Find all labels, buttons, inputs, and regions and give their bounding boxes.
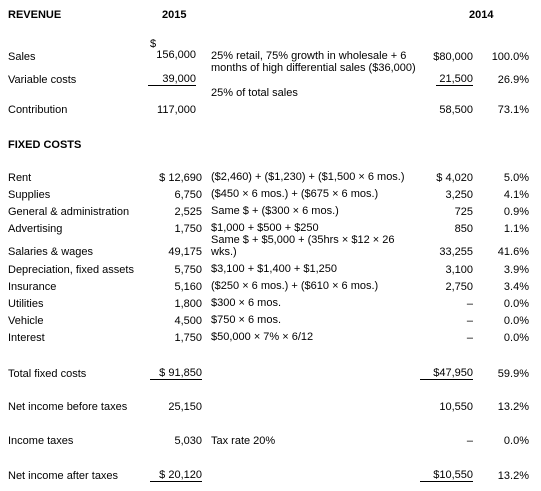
fixed-item-2014: 3,100 — [445, 264, 473, 276]
fixed-costs-heading: FIXED COSTS — [8, 139, 82, 151]
fixed-item-percent: 0.0% — [503, 315, 529, 327]
fixed-item-percent: 3.9% — [503, 264, 529, 276]
sales-note-line-2: months of high differential sales ($36,000) — [211, 62, 416, 74]
fixed-item-2014: 3,250 — [445, 189, 473, 201]
variable-costs-2015: 39,000 — [148, 74, 196, 86]
fixed-item-label: Salaries & wages — [8, 246, 93, 258]
fixed-item-percent: 0.9% — [503, 206, 529, 218]
fixed-item-2014: – — [466, 298, 473, 310]
sales-percent: 100.0% — [491, 51, 529, 63]
sales-note-line-1: 25% retail, 75% growth in wholesale + 6 — [211, 50, 407, 62]
fixed-item-label: Advertising — [8, 223, 63, 235]
fixed-item-2015: 5,160 — [174, 281, 202, 293]
fixed-item-label: Depreciation, fixed assets — [8, 264, 134, 276]
fixed-item-note: wks.) — [211, 246, 237, 258]
fixed-item-label: Rent — [8, 172, 32, 184]
fixed-item-note: Same $ + $5,000 + (35hrs × $12 × 26 — [211, 234, 395, 246]
net-income-before-taxes-label: Net income before taxes — [8, 401, 128, 413]
fixed-item-label: Insurance — [8, 281, 57, 293]
fixed-item-2015: 2,525 — [174, 206, 202, 218]
net-income-after-taxes-percent: 13.2% — [497, 470, 529, 482]
fixed-item-label: Vehicle — [8, 315, 44, 327]
fixed-item-2015: 1,750 — [174, 223, 202, 235]
variable-costs-percent: 26.9% — [497, 74, 529, 86]
fixed-item-percent: 3.4% — [503, 281, 529, 293]
year-2015-heading: 2015 — [162, 9, 187, 21]
contribution-percent: 73.1% — [497, 104, 529, 116]
fixed-item-note: Same $ + ($300 × 6 mos.) — [211, 205, 339, 217]
fixed-item-label: Supplies — [8, 189, 51, 201]
fixed-item-label: Interest — [8, 332, 45, 344]
fixed-item-2015: 4,500 — [174, 315, 202, 327]
fixed-item-label: General & administration — [8, 206, 130, 218]
total-fixed-costs-2014: $47,950 — [420, 368, 473, 380]
fixed-item-2015: 1,800 — [174, 298, 202, 310]
fixed-item-note: $3,100 + $1,400 + $1,250 — [211, 263, 338, 275]
fixed-item-2015: 6,750 — [174, 189, 202, 201]
fixed-item-note: $50,000 × 7% × 6/12 — [211, 331, 314, 343]
fixed-item-2014: 725 — [454, 206, 473, 218]
net-income-before-taxes-percent: 13.2% — [497, 401, 529, 413]
fixed-item-2014: $ 4,020 — [436, 172, 473, 184]
fixed-item-2014: – — [466, 332, 473, 344]
sales-2014: $80,000 — [433, 51, 473, 63]
net-income-before-taxes-2014: 10,550 — [439, 401, 473, 413]
fixed-item-note: ($450 × 6 mos.) + ($675 × 6 mos.) — [211, 188, 379, 200]
sales-currency: $ — [150, 38, 157, 50]
fixed-item-2015: $ 12,690 — [159, 172, 202, 184]
fixed-item-percent: 4.1% — [503, 189, 529, 201]
fixed-item-2014: 2,750 — [445, 281, 473, 293]
fixed-item-note: ($2,460) + ($1,230) + ($1,500 × 6 mos.) — [211, 171, 405, 183]
contribution-2015: 117,000 — [157, 104, 196, 116]
variable-costs-2014: 21,500 — [436, 74, 473, 86]
total-fixed-costs-label: Total fixed costs — [8, 368, 87, 380]
fixed-item-2015: 5,750 — [174, 264, 202, 276]
net-income-after-taxes-2014: $10,550 — [420, 470, 473, 482]
income-taxes-note: Tax rate 20% — [211, 435, 276, 447]
fixed-item-2014: 33,255 — [439, 246, 473, 258]
fixed-item-2015: 49,175 — [168, 246, 202, 258]
total-fixed-costs-2015: $ 91,850 — [150, 368, 202, 380]
fixed-item-2014: – — [466, 315, 473, 327]
fixed-item-note: $1,000 + $500 + $250 — [211, 222, 319, 234]
income-taxes-percent: 0.0% — [503, 435, 529, 447]
fixed-item-label: Utilities — [8, 298, 44, 310]
sales-2015: 156,000 — [156, 49, 196, 61]
sales-label: Sales — [8, 51, 36, 63]
fixed-item-note: ($250 × 6 mos.) + ($610 × 6 mos.) — [211, 280, 379, 292]
fixed-item-note: $750 × 6 mos. — [211, 314, 282, 326]
fixed-item-note: $300 × 6 mos. — [211, 297, 282, 309]
contribution-label: Contribution — [8, 104, 68, 116]
fixed-item-percent: 0.0% — [503, 332, 529, 344]
revenue-heading: REVENUE — [8, 9, 62, 21]
fixed-item-percent: 1.1% — [503, 223, 529, 235]
net-income-before-taxes-2015: 25,150 — [168, 401, 202, 413]
year-2014-heading: 2014 — [469, 9, 494, 21]
variable-costs-note: 25% of total sales — [211, 87, 298, 99]
total-fixed-costs-percent: 59.9% — [497, 368, 529, 380]
contribution-2014: 58,500 — [439, 104, 473, 116]
income-taxes-2014: – — [466, 435, 473, 447]
fixed-item-percent: 0.0% — [503, 298, 529, 310]
income-taxes-2015: 5,030 — [174, 435, 202, 447]
income-taxes-label: Income taxes — [8, 435, 74, 447]
fixed-item-2014: 850 — [454, 223, 473, 235]
net-income-after-taxes-label: Net income after taxes — [8, 470, 119, 482]
net-income-after-taxes-2015: $ 20,120 — [150, 470, 202, 482]
variable-costs-label: Variable costs — [8, 74, 77, 86]
fixed-item-2015: 1,750 — [174, 332, 202, 344]
fixed-item-percent: 5.0% — [503, 172, 529, 184]
fixed-item-percent: 41.6% — [497, 246, 529, 258]
